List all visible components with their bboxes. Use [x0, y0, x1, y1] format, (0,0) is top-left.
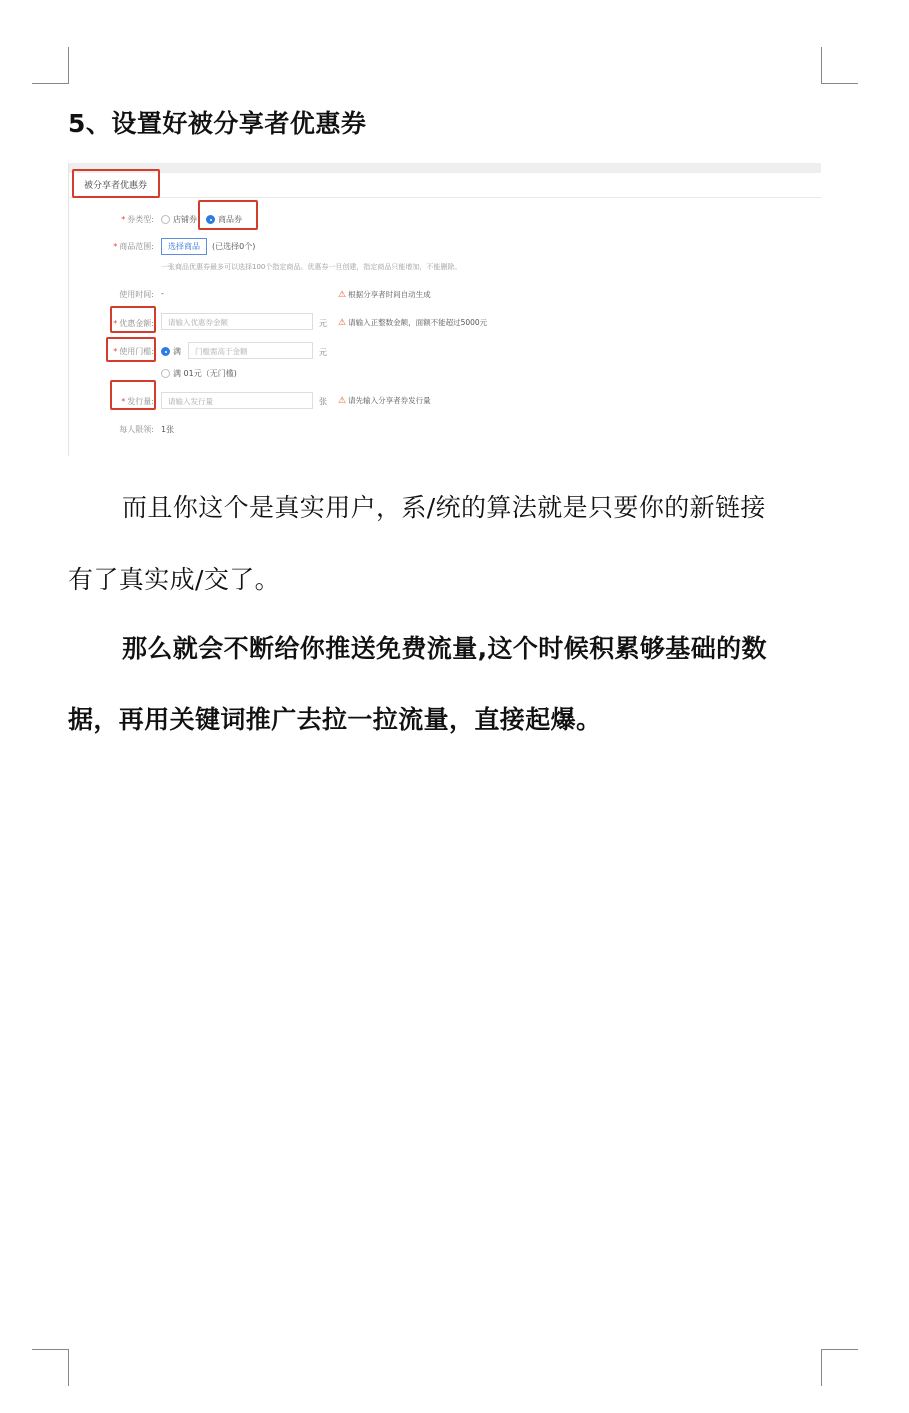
coupon-type-label: * 券类型: [121, 215, 154, 224]
highlight-box-threshold [106, 337, 156, 362]
corner-mark-top-right [821, 47, 858, 84]
section-divider [68, 197, 821, 198]
per-limit-value: 1张 [161, 425, 175, 434]
radio-no-threshold[interactable] [161, 369, 170, 378]
quantity-unit: 张 [319, 397, 327, 406]
amount-label: * 优惠金额: [113, 319, 154, 328]
selected-count: (已选择0个) [212, 242, 256, 251]
amount-unit: 元 [319, 319, 327, 328]
option-shop-coupon-label: 店铺券 [173, 215, 197, 224]
section-title: 被分享者优惠券 [84, 181, 148, 191]
coupon-settings-screenshot [68, 163, 821, 456]
corner-mark-bottom-left [32, 1349, 69, 1386]
per-limit-label: 每人限领: [119, 425, 154, 434]
corner-mark-bottom-right [821, 1349, 858, 1386]
no-threshold-label: 满 01元（无门槛) [173, 369, 237, 378]
highlight-box-amount [110, 306, 156, 333]
threshold-input[interactable]: 门槛需高于金额 [188, 342, 313, 359]
amount-input[interactable]: 请输入优惠券金额 [161, 313, 313, 330]
corner-mark-top-left [32, 47, 69, 84]
screenshot-top-bar [68, 163, 821, 173]
threshold-label: * 使用门槛: [113, 347, 154, 356]
amount-warning: ⚠ 请输入正整数金额，面额不能超过5000元 [338, 318, 488, 328]
threshold-unit: 元 [319, 348, 327, 357]
product-scope-label: * 商品范围: [113, 242, 154, 251]
radio-shop-coupon[interactable] [161, 215, 170, 224]
paragraph-2-line-2: 据，再用关键词推广去拉一拉流量，直接起爆。 [68, 705, 602, 734]
paragraph-2-line-1: 那么就会不断给你推送免费流量,这个时候积累够基础的数 [122, 634, 767, 663]
paragraph-1-line-1: 而且你这个是真实用户，系/统的算法就是只要你的新链接 [122, 493, 766, 522]
use-time-label: 使用时间: [119, 290, 154, 299]
warning-icon: ⚠ [338, 290, 347, 300]
warning-icon: ⚠ [338, 396, 347, 406]
option-product-coupon-label: 商品券 [218, 215, 242, 224]
paragraph-1-line-2: 有了真实成/交了。 [68, 565, 281, 594]
screenshot-left-border [68, 163, 69, 456]
highlight-box-quantity [110, 380, 156, 410]
quantity-warning: ⚠ 请先输入分享者券发行量 [338, 396, 431, 406]
use-time-warning: ⚠ 根据分享者时间自动生成 [338, 290, 431, 300]
quantity-input[interactable]: 请输入发行量 [161, 392, 313, 409]
warning-icon: ⚠ [338, 318, 347, 328]
threshold-full-label: 满 [173, 347, 181, 356]
radio-threshold-full[interactable] [161, 347, 170, 356]
select-products-button[interactable]: 选择商品 [161, 238, 207, 255]
quantity-label: * 发行量: [121, 397, 154, 406]
section-heading: 5、设置好被分享者优惠券 [68, 109, 367, 138]
use-time-value: - [161, 289, 164, 298]
product-scope-hint: 一张商品优惠券最多可以选择100个指定商品。优惠券一旦创建，指定商品只能增加，不能删除。 [161, 263, 462, 271]
highlight-box-section-title [72, 169, 160, 198]
highlight-box-product-coupon [198, 200, 258, 230]
